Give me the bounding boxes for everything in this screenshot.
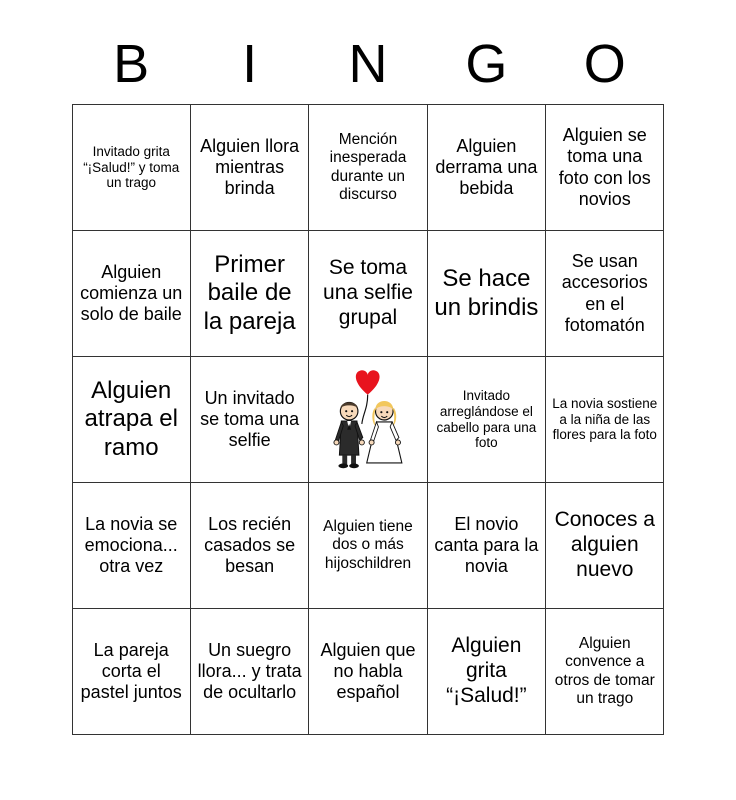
- bingo-cell[interactable]: Alguien comienza un solo de baile: [72, 231, 190, 357]
- bingo-cell[interactable]: La novia se emociona... otra vez: [72, 483, 190, 609]
- bingo-cell[interactable]: Se usan accesorios en el fotomatón: [546, 231, 664, 357]
- bingo-row: [72, 357, 664, 483]
- bingo-row: [72, 609, 664, 735]
- bingo-row: [72, 483, 664, 609]
- bingo-cell[interactable]: La pareja corta el pastel juntos: [72, 609, 190, 735]
- title-letter-i: I: [242, 34, 258, 94]
- bingo-cell[interactable]: Alguien se toma una foto con los novios: [546, 105, 664, 231]
- bingo-cell[interactable]: Invitado grita “¡Salud!” y toma un trago: [72, 105, 190, 231]
- bingo-cell[interactable]: Alguien atrapa el ramo: [72, 357, 190, 483]
- bingo-row: [72, 231, 664, 357]
- bingo-cell[interactable]: Se toma una selfie grupal: [309, 231, 427, 357]
- bingo-cell[interactable]: Los recién casados se besan: [190, 483, 308, 609]
- title-letter-b: B: [113, 34, 150, 94]
- bingo-cell[interactable]: Un suegro llora... y trata de ocultarlo: [190, 609, 308, 735]
- bingo-cell[interactable]: La novia sostiene a la niña de las flores para la foto: [546, 357, 664, 483]
- bingo-cell[interactable]: Alguien llora mientras brinda: [190, 105, 308, 231]
- bingo-title: [72, 0, 664, 94]
- bingo-row: [72, 105, 664, 231]
- title-letter-n: N: [348, 34, 388, 94]
- bingo-cell[interactable]: Alguien convence a otros de tomar un trago: [546, 609, 664, 735]
- bingo-grid: [72, 104, 665, 735]
- title-letter-o: O: [583, 34, 626, 94]
- bingo-cell[interactable]: Un invitado se toma una selfie: [190, 357, 308, 483]
- bingo-cell[interactable]: Conoces a alguien nuevo: [546, 483, 664, 609]
- title-letter-g: G: [465, 34, 508, 94]
- bingo-cell[interactable]: Invitado arreglándose el cabello para una foto: [427, 357, 545, 483]
- bingo-cell[interactable]: Alguien tiene dos o más hijoschildren: [309, 483, 427, 609]
- bingo-cell[interactable]: Alguien que no habla español: [309, 609, 427, 735]
- bingo-cell[interactable]: Alguien grita “¡Salud!”: [427, 609, 545, 735]
- bingo-cell[interactable]: Se hace un brindis: [427, 231, 545, 357]
- bingo-cell[interactable]: Alguien derrama una bebida: [427, 105, 545, 231]
- wedding-couple-balloon-icon: [314, 360, 421, 479]
- bingo-free-cell[interactable]: [309, 357, 427, 483]
- bingo-cell[interactable]: Primer baile de la pareja: [190, 231, 308, 357]
- bingo-cell[interactable]: El novio canta para la novia: [427, 483, 545, 609]
- bingo-cell[interactable]: Mención inesperada durante un discurso: [309, 105, 427, 231]
